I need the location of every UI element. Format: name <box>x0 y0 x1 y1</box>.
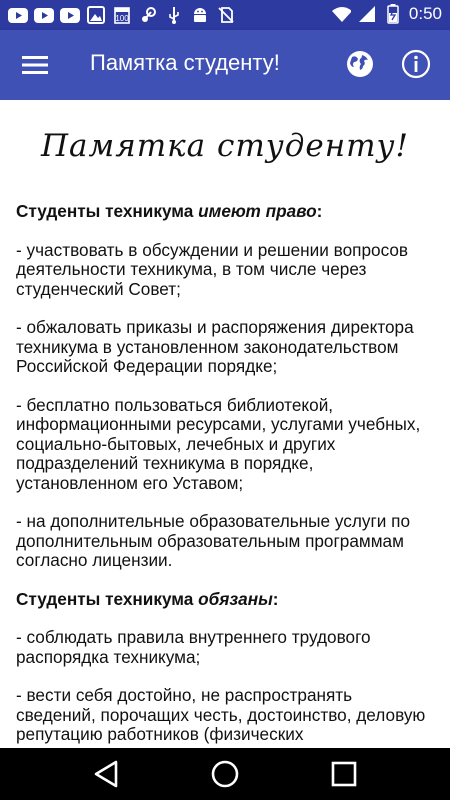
no-sim-icon <box>216 5 236 25</box>
info-button[interactable] <box>400 48 432 80</box>
duties-heading: Студенты техникума обязаны: <box>16 588 279 609</box>
rights-item: - участвовать в обсуждении и решении вопросов деятельности техникума, в том числе через студенческий Совет; <box>16 239 409 299</box>
language-button[interactable] <box>344 48 376 80</box>
back-icon <box>91 759 121 789</box>
back-button[interactable] <box>88 756 124 792</box>
notification-icons <box>8 5 236 25</box>
globe-icon <box>344 48 376 80</box>
menu-button[interactable] <box>18 50 52 80</box>
rights-heading: Студенты техникума имеют право: <box>16 201 323 221</box>
status-time: 0:50 <box>408 4 442 23</box>
duties-item: - вести себя достойно, не распространять сведений, порочащих честь, достоинство, деловую репутацию работников (физических <box>16 685 426 744</box>
content-scroll[interactable] <box>0 100 450 748</box>
rights-item: - бесплатно пользоваться библиотекой, информационными ресурсами, услугами учебных, социально-бытовых, лечебных и других подразделений техникума в порядке, установленном его Уставом; <box>16 394 421 493</box>
steam-icon <box>138 5 158 25</box>
recents-button[interactable] <box>326 756 362 792</box>
content-heading: Памятка студенту! <box>41 128 409 164</box>
recents-icon <box>329 759 359 789</box>
app-bar <box>0 30 450 100</box>
rights-item: - на дополнительные образовательные услуги по дополнительным образовательным программам согласно лицензии. <box>16 511 411 570</box>
home-button[interactable] <box>207 756 243 792</box>
image-icon <box>86 5 106 25</box>
wifi-icon <box>331 4 351 24</box>
nav-bar <box>0 748 450 800</box>
content-text <box>16 202 434 748</box>
calendar-icon <box>112 5 132 25</box>
app-title: Памятка студенту! <box>90 50 280 75</box>
usb-icon <box>164 5 184 25</box>
svg-text:100: 100 <box>115 14 129 23</box>
duties-item: - соблюдать правила внутреннего трудового распорядка техникума; <box>16 627 371 667</box>
battery-icon <box>383 4 403 24</box>
youtube-icon <box>60 5 80 25</box>
status-indicators <box>331 4 442 24</box>
youtube-icon <box>8 5 28 25</box>
android-icon <box>190 5 210 25</box>
signal-icon <box>357 4 377 24</box>
home-icon <box>210 759 240 789</box>
rights-item: - обжаловать приказы и распоряжения директора техникума в установленном законодательством Российской Федерации порядке; <box>16 317 414 376</box>
youtube-icon <box>34 5 54 25</box>
status-bar <box>0 0 450 30</box>
hamburger-icon <box>22 55 48 75</box>
info-icon <box>400 48 432 80</box>
